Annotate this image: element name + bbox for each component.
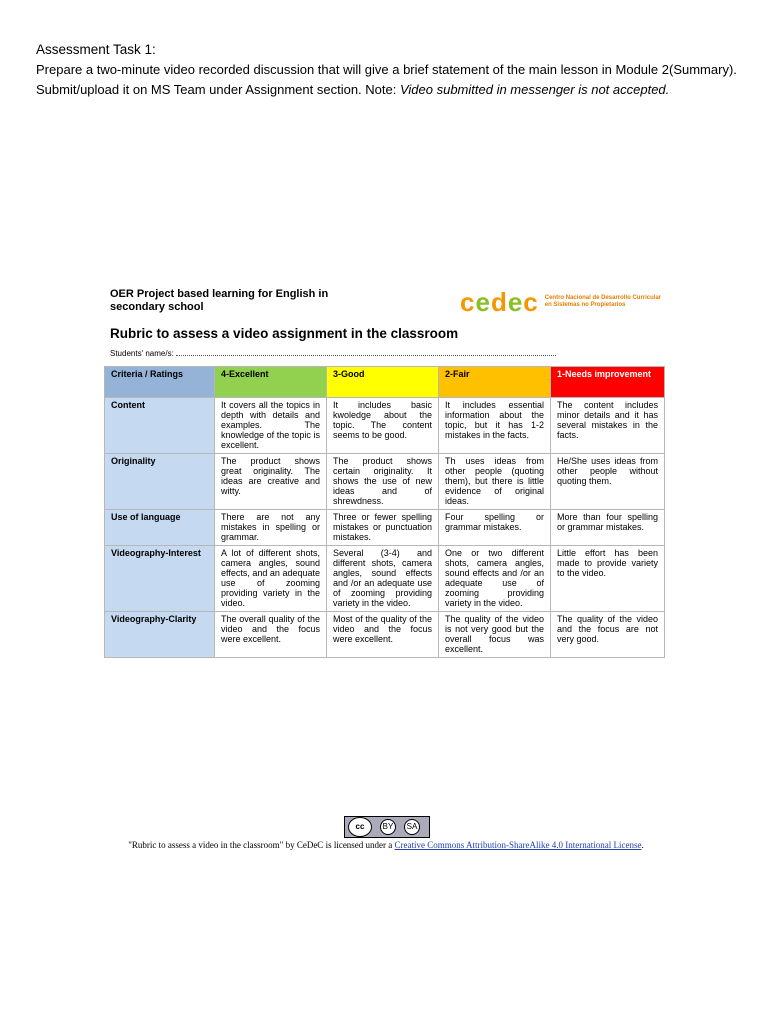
rubric-row: [105, 510, 665, 546]
cedec-logo-word: cedec: [460, 287, 539, 317]
header-criteria: Criteria / Ratings: [105, 367, 215, 398]
rubric-header: [104, 282, 664, 320]
rubric-cell: It includes basic kwoledge about the topic. The content seems to be good.: [327, 398, 439, 454]
rubric-cell: Four spelling or grammar mistakes.: [439, 510, 551, 546]
rubric-cell: One or two different shots, camera angles, sound effects and /or an adequate use of zooming providing variety in the video.: [439, 546, 551, 612]
rubric-row: [105, 454, 665, 510]
rubric-cell: The product shows great originality. The ideas are creative and witty.: [215, 454, 327, 510]
rubric-row: [105, 546, 665, 612]
project-title: OER Project based learning for English in secondary school: [110, 288, 329, 313]
header-fair: 2-Fair: [439, 367, 551, 398]
criteria-cell: Videography-Clarity: [105, 612, 215, 658]
rubric-cell: It covers all the topics in depth with details and examples. The knowledge of the topic is excellent.: [215, 398, 327, 454]
criteria-cell: Content: [105, 398, 215, 454]
criteria-cell: Originality: [105, 454, 215, 510]
rubric-cell: More than four spelling or grammar mistakes.: [551, 510, 665, 546]
rubric-table: [104, 366, 665, 658]
rubric-cell: There are not any mistakes in spelling or grammar.: [215, 510, 327, 546]
cc-mark: cc: [348, 817, 372, 837]
by-icon: BY: [380, 819, 396, 835]
students-label: Students' name/s:: [110, 349, 174, 358]
license-prefix: "Rubric to assess a video in the classroom" by CeDeC is licensed under a: [128, 840, 395, 850]
license-suffix: .: [641, 840, 644, 850]
students-name-field: [104, 341, 664, 366]
criteria-cell: Use of language: [105, 510, 215, 546]
rubric-cell: Several (3-4) and different shots, camera angles, sound effects and /or an adequate use of zooming providing variety in the video.: [327, 546, 439, 612]
cc-by-sa-icon: [344, 816, 430, 838]
rubric-cell: He/She uses ideas from other people without quoting them.: [551, 454, 665, 510]
rubric-cell: Th uses ideas from other people (quoting them), but there is little evidence of original ideas.: [439, 454, 551, 510]
rubric-cell: The quality of the video is not very good but the overall focus was excellent.: [439, 612, 551, 658]
header-excellent: 4-Excellent: [215, 367, 327, 398]
license-link[interactable]: Creative Commons Attribution-ShareAlike 4.0 International License: [394, 840, 642, 850]
rubric-header-row: [105, 367, 665, 398]
rubric-cell: The content includes minor details and it has several mistakes in the facts.: [551, 398, 665, 454]
rubric-cell: It includes essential information about the topic, but it has 1-2 mistakes in the facts.: [439, 398, 551, 454]
task-note: Video submitted in messenger is not accepted.: [399, 82, 670, 97]
task-instruction: Prepare a two-minute video recorded discussion that will give a brief statement of the main lesson in Module 2(Summary).: [36, 62, 737, 77]
header-needs-improvement: 1-Needs improvement: [551, 367, 665, 398]
rubric-cell: Little effort has been made to provide variety to the video.: [551, 546, 665, 612]
license-notice: [108, 840, 664, 851]
rubric-cell: Three or fewer spelling mistakes or punctuation mistakes.: [327, 510, 439, 546]
criteria-cell: Videography-Interest: [105, 546, 215, 612]
rubric-cell: The overall quality of the video and the focus were excellent.: [215, 612, 327, 658]
rubric-image: [104, 282, 664, 658]
rubric-title: Rubric to assess a video assignment in the classroom: [110, 326, 459, 341]
students-name-line: [176, 349, 556, 356]
cedec-logo-subtitle: Centro Nacional de Desarrollo Curricular en Sistemas no Propietarios: [544, 295, 662, 308]
sa-icon: SA: [404, 819, 420, 835]
submission-text: Submit/upload it on MS Team under Assignment section. Note:: [36, 82, 400, 97]
assessment-task: [36, 40, 748, 100]
cedec-logo: [460, 289, 665, 315]
rubric-row: [105, 398, 665, 454]
rubric-row: [105, 612, 665, 658]
header-good: 3-Good: [327, 367, 439, 398]
rubric-cell: Most of the quality of the video and the focus were excellent.: [327, 612, 439, 658]
rubric-cell: The product shows certain originality. It shows the use of new ideas and of shrewdness.: [327, 454, 439, 510]
task-title: Assessment Task 1:: [36, 42, 156, 57]
task-submission: [36, 80, 748, 100]
rubric-cell: The quality of the video and the focus are not very good.: [551, 612, 665, 658]
rubric-cell: A lot of different shots, camera angles, sound effects, and an adequate use of zooming providing variety in the video.: [215, 546, 327, 612]
